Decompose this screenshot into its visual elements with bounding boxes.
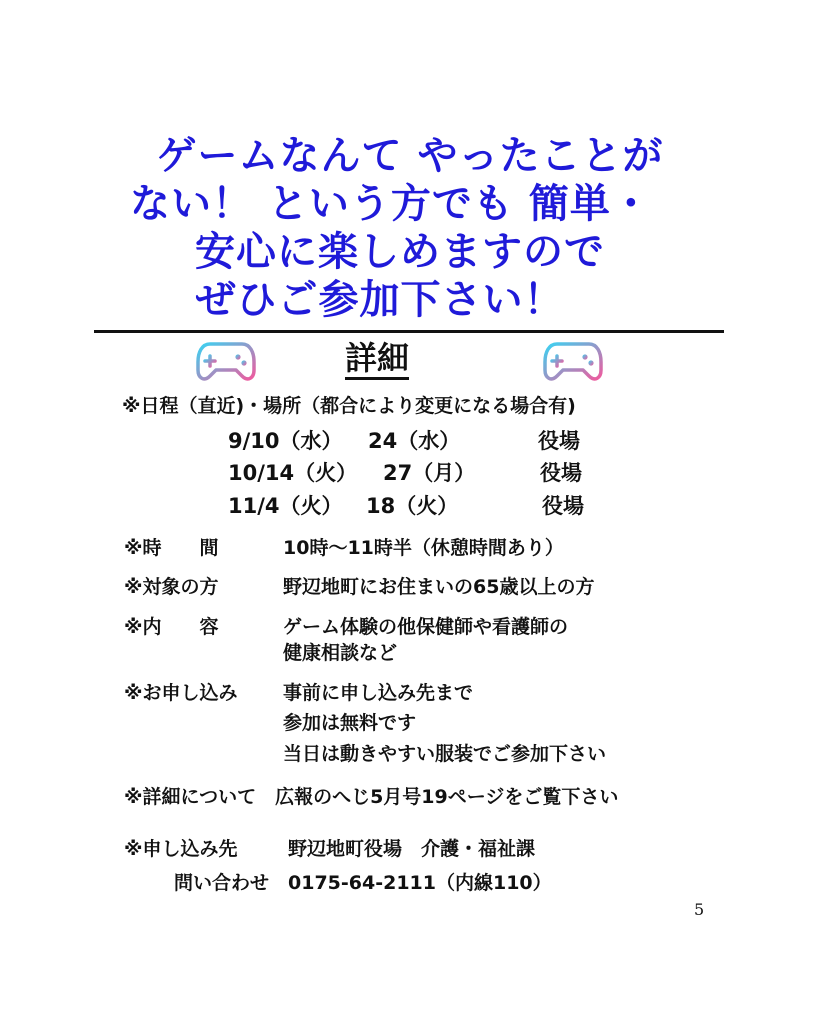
schedule-date-3b: 18（火） xyxy=(366,494,459,518)
schedule-date-3: 11/4（火） xyxy=(228,494,343,518)
page-number: 5 xyxy=(694,900,705,919)
schedule-label: ※日程（直近)・場所（都合により変更になる場合有) xyxy=(122,395,576,417)
headline-line-3: 安心に楽しめますので xyxy=(195,229,605,275)
schedule-place-1: 役場 xyxy=(538,429,580,453)
content-value-1: ゲーム体験の他保健師や看護師の xyxy=(283,616,569,638)
divider xyxy=(94,330,724,333)
target-value: 野辺地町にお住まいの65歳以上の方 xyxy=(283,576,595,598)
time-value: 10時～11時半（休憩時間あり） xyxy=(283,537,564,559)
schedule-place-2: 役場 xyxy=(540,461,582,485)
gamepad-icon xyxy=(543,336,603,384)
schedule-date-2b: 27（月） xyxy=(383,461,476,485)
headline-line-4: ぜひご参加下さい！ xyxy=(195,277,565,323)
info-note: ※詳細について 広報のへじ5月号19ページをご覧下さい xyxy=(124,786,619,808)
apply-value-3: 当日は動きやすい服装でご参加下さい xyxy=(283,743,607,765)
time-label: ※時 間 xyxy=(124,537,219,559)
schedule-date-2: 10/14（火） xyxy=(228,461,358,485)
schedule-date-1: 9/10（水） xyxy=(228,429,343,453)
content-label: ※内 容 xyxy=(124,616,219,638)
content-value-2: 健康相談など xyxy=(283,642,398,664)
headline-line-2: ない！ という方でも 簡単・ xyxy=(130,181,652,227)
contact-label: ※申し込み先 xyxy=(124,838,238,860)
schedule-place-3: 役場 xyxy=(542,494,584,518)
headline-line-1: ゲームなんて やったことが xyxy=(156,133,664,179)
apply-value-1: 事前に申し込み先まで xyxy=(283,682,474,704)
inquiry: 問い合わせ 0175-64-2111（内線110） xyxy=(174,872,552,894)
apply-value-2: 参加は無料です xyxy=(283,712,417,734)
gamepad-icon xyxy=(196,336,256,384)
section-title: 詳細 xyxy=(345,342,409,380)
schedule-date-1b: 24（水） xyxy=(368,429,461,453)
apply-label: ※お申し込み xyxy=(124,682,238,704)
contact-value: 野辺地町役場 介護・福祉課 xyxy=(288,838,536,860)
target-label: ※対象の方 xyxy=(124,576,219,598)
